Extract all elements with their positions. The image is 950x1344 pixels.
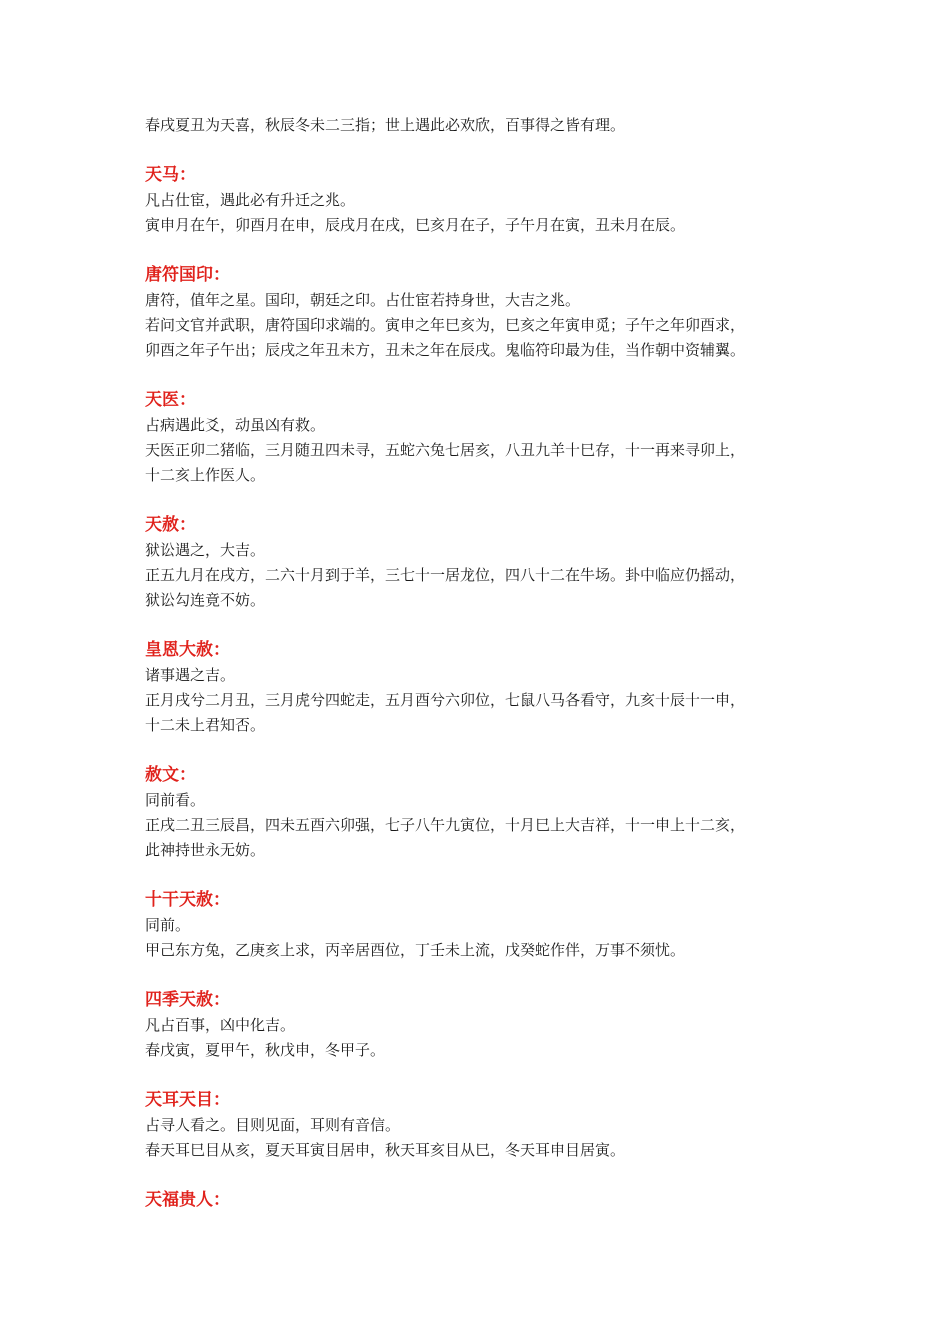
- section: [145, 263, 815, 363]
- section-text-line: 同前。: [145, 916, 191, 934]
- section-heading: 唐符国印：: [145, 265, 230, 285]
- section-text-line: 此神持世永无妨。: [145, 841, 266, 859]
- section-text-line: 春天耳巳目从亥，夏天耳寅目居申，秋天耳亥目从巳，冬天耳申目居寅。: [145, 1141, 626, 1159]
- section-text-line: 春戊寅，夏甲午，秋戊申，冬甲子。: [145, 1041, 386, 1059]
- section-text-line: 若问文官并武职，唐符国印求端的。寅申之年巳亥为，巳亥之年寅申觅；子午之年卯酉求，: [145, 316, 746, 334]
- section-text-line: 凡占百事，凶中化吉。: [145, 1016, 296, 1034]
- section-text-line: 甲己东方兔，乙庚亥上求，丙辛居酉位，丁壬未上流，戊癸蛇作伴，万事不须忧。: [145, 941, 686, 959]
- section: [145, 163, 815, 238]
- section-text-line: 十二亥上作医人。: [145, 466, 266, 484]
- section: [145, 1188, 815, 1213]
- section-text-line: 凡占仕宦，遇此必有升迁之兆。: [145, 191, 356, 209]
- section: [145, 888, 815, 963]
- section-text-line: 狱讼遇之，大吉。: [145, 541, 266, 559]
- section-text-line: 天医正卯二猪临，三月随丑四未寻，五蛇六兔七居亥，八丑九羊十巳存，十一再来寻卯上，: [145, 441, 746, 459]
- section-text-line: 占病遇此爻，动虽凶有救。: [145, 416, 326, 434]
- section-text-line: 正月戌兮二月丑，三月虎兮四蛇走，五月酉兮六卯位，七鼠八马各看守，九亥十辰十一申，: [145, 691, 746, 709]
- section-text-line: 正五九月在戌方，二六十月到于羊，三七十一居龙位，四八十二在牛场。卦中临应仍摇动，: [145, 566, 746, 584]
- section-heading: 天马：: [145, 165, 196, 185]
- section-heading: 十干天赦：: [145, 890, 230, 910]
- section: [145, 1088, 815, 1163]
- section-text-line: 唐符，值年之星。国印，朝廷之印。占仕宦若持身世，大吉之兆。: [145, 291, 581, 309]
- section-heading: 天耳天目：: [145, 1090, 230, 1110]
- section-heading: 皇恩大赦：: [145, 640, 230, 660]
- section-heading: 天福贵人：: [145, 1190, 230, 1210]
- section-text-line: 占寻人看之。目则见面，耳则有音信。: [145, 1116, 401, 1134]
- section-text-line: 正戌二丑三辰昌，四未五酉六卯强，七子八午九寅位，十月巳上大吉祥，十一申上十二亥，: [145, 816, 746, 834]
- section-text-line: 狱讼勾连竟不妨。: [145, 591, 266, 609]
- document-page: [145, 113, 815, 1213]
- section-heading: 天赦：: [145, 515, 196, 535]
- section: [145, 763, 815, 863]
- section: [145, 988, 815, 1063]
- section-heading: 天医：: [145, 390, 196, 410]
- section-text-line: 寅申月在午，卯酉月在申，辰戌月在戌，巳亥月在子，子午月在寅，丑未月在辰。: [145, 216, 686, 234]
- section: [145, 638, 815, 738]
- intro-paragraph: 春戌夏丑为天喜，秋辰冬未二三指；世上遇此必欢欣，百事得之皆有理。: [145, 116, 626, 134]
- section: [145, 513, 815, 613]
- section-heading: 赦文：: [145, 765, 196, 785]
- section-heading: 四季天赦：: [145, 990, 230, 1010]
- section-text-line: 同前看。: [145, 791, 206, 809]
- sections-container: [145, 163, 815, 1213]
- section: [145, 388, 815, 488]
- section-text-line: 十二未上君知否。: [145, 716, 266, 734]
- section-text-line: 诸事遇之吉。: [145, 666, 236, 684]
- section-text-line: 卯酉之年子午出；辰戌之年丑未方，丑未之年在辰戌。鬼临符印最为佳，当作朝中资辅翼。: [145, 341, 746, 359]
